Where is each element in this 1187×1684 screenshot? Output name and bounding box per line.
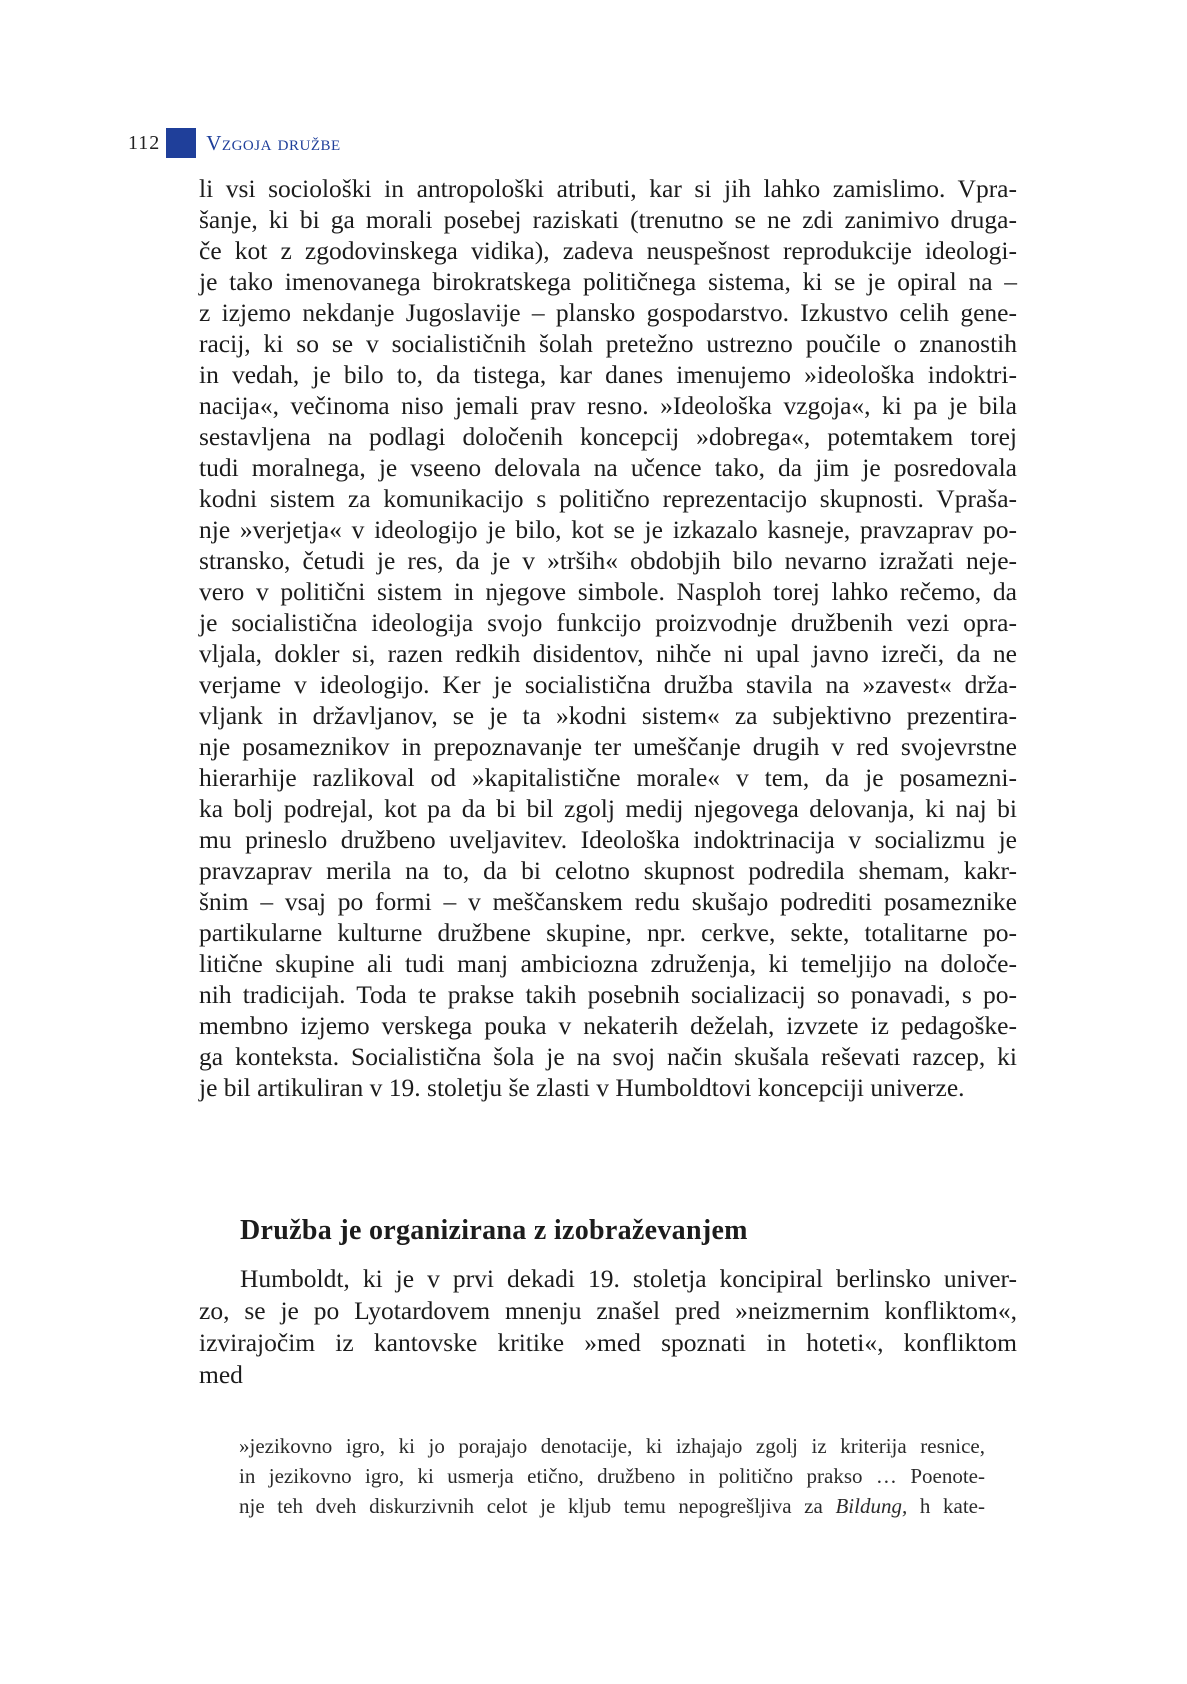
text-line: ga konteksta. Socialistična šola je na svoj način skušala reševati razcep, ki <box>199 1042 1017 1071</box>
text-line: tudi moralnega, je vseeno delovala na učence tako, da jim je posredovala <box>199 453 1017 482</box>
text-line: in vedah, je bilo to, da tistega, kar danes imenujemo »ideološka indoktri- <box>199 360 1017 389</box>
page-number: 112 <box>128 131 161 154</box>
header-accent-square <box>166 128 196 158</box>
text-line: med <box>199 1360 243 1389</box>
text-line: je bil artikuliran v 19. stoletju še zlasti v Humboldtovi koncepciji univerze. <box>199 1073 965 1102</box>
quote-line: in jezikovno igro, ki usmerja etično, družbeno in politično prakso … Poenote- <box>239 1464 985 1488</box>
text-line: vero v politični sistem in njegove simbole. Nasploh torej lahko rečemo, da <box>199 577 1017 606</box>
text-line: partikularne kulturne družbene skupine, npr. cerkve, sekte, totalitarne po- <box>199 918 1017 947</box>
quote-line: »jezikovno igro, ki jo porajajo denotacije, ki izhajajo zgolj iz kriterija resnice, <box>239 1434 985 1458</box>
section-heading: Družba je organizirana z izobraževanjem <box>240 1215 748 1246</box>
text-line: izvirajočim iz kantovske kritike »med spoznati in hoteti«, konfliktom <box>199 1328 1017 1357</box>
text-line: kodni sistem za komunikacijo s politično reprezentacijo skupnosti. Vpraša- <box>199 484 1017 513</box>
text-line: vljala, dokler si, razen redkih disidentov, nihče ni upal javno izreči, da ne <box>199 639 1017 668</box>
running-header <box>128 128 341 158</box>
text-line: membno izjemo verskega pouka v nekaterih deželah, izvzete iz pedagoške- <box>199 1011 1017 1040</box>
text-line: sestavljena na podlagi določenih koncepcij »dobrega«, potemtakem torej <box>199 422 1017 451</box>
text-line: pravzaprav merila na to, da bi celotno skupnost podredila shemam, kakr- <box>199 856 1017 885</box>
text-line: šnim – vsaj po formi – v meščanskem redu skušajo podrediti posameznike <box>199 887 1017 916</box>
running-title: Vzgoja družbe <box>206 130 341 155</box>
text-line: ka bolj podrejal, kot pa da bi bil zgolj medij njegovega delovanja, ki naj bi <box>199 794 1017 823</box>
text-line: mu prineslo družbeno uveljavitev. Ideološka indoktrinacija v socializmu je <box>199 825 1017 854</box>
text-line: hierarhije razlikoval od »kapitalistične morale« v tem, da je posamezni- <box>199 763 1017 792</box>
text-line: verjame v ideologijo. Ker je socialistična družba stavila na »zavest« drža- <box>199 670 1017 699</box>
text-line: nacija«, večinoma niso jemali prav resno. »Ideološka vzgoja«, ki pa je bila <box>199 391 1017 420</box>
quote-line <box>239 1491 985 1521</box>
quote-text: nje teh dveh diskurzivnih celot je kljub temu nepogrešljiva za <box>239 1494 836 1518</box>
italic-term: Bildung, <box>835 1494 908 1518</box>
quote-text: h kate- <box>907 1494 985 1518</box>
text-line: nje »verjetja« v ideologijo je bilo, kot se je izkazalo kasneje, pravzaprav po- <box>199 515 1017 544</box>
text-line: Humboldt, ki je v prvi dekadi 19. stoletja koncipiral berlinsko univer- <box>240 1264 1017 1293</box>
text-line: stransko, četudi je res, da je v »trših« obdobjih bilo nevarno izražati neje- <box>199 546 1017 575</box>
text-line: nje posameznikov in prepoznavanje ter umeščanje drugih v red svojevrstne <box>199 732 1017 761</box>
text-line: če kot z zgodovinskega vidika), zadeva neuspešnost reprodukcije ideologi- <box>199 236 1017 265</box>
text-line: je tako imenovanega birokratskega političnega sistema, ki se je opiral na – <box>199 267 1017 296</box>
text-line: nih tradicijah. Toda te prakse takih posebnih socializacij so ponavadi, s po- <box>199 980 1017 1009</box>
text-line: racij, ki so se v socialističnih šolah pretežno ustrezno poučile o znanostih <box>199 329 1017 358</box>
text-line: šanje, ki bi ga morali posebej raziskati (trenutno se ne zdi zanimivo druga- <box>199 205 1017 234</box>
text-line: zo, se je po Lyotardovem mnenju znašel pred »neizmernim konfliktom«, <box>199 1296 1017 1325</box>
text-line: z izjemo nekdanje Jugoslavije – plansko gospodarstvo. Izkustvo celih gene- <box>199 298 1017 327</box>
text-line: litične skupine ali tudi manj ambiciozna združenja, ki temeljijo na določe- <box>199 949 1017 978</box>
text-line: vljank in državljanov, se je ta »kodni sistem« za subjektivno prezentira- <box>199 701 1017 730</box>
text-line: li vsi sociološki in antropološki atributi, kar si jih lahko zamislimo. Vpra- <box>199 174 1017 203</box>
text-line: je socialistična ideologija svojo funkcijo proizvodnje družbenih vezi opra- <box>199 608 1017 637</box>
